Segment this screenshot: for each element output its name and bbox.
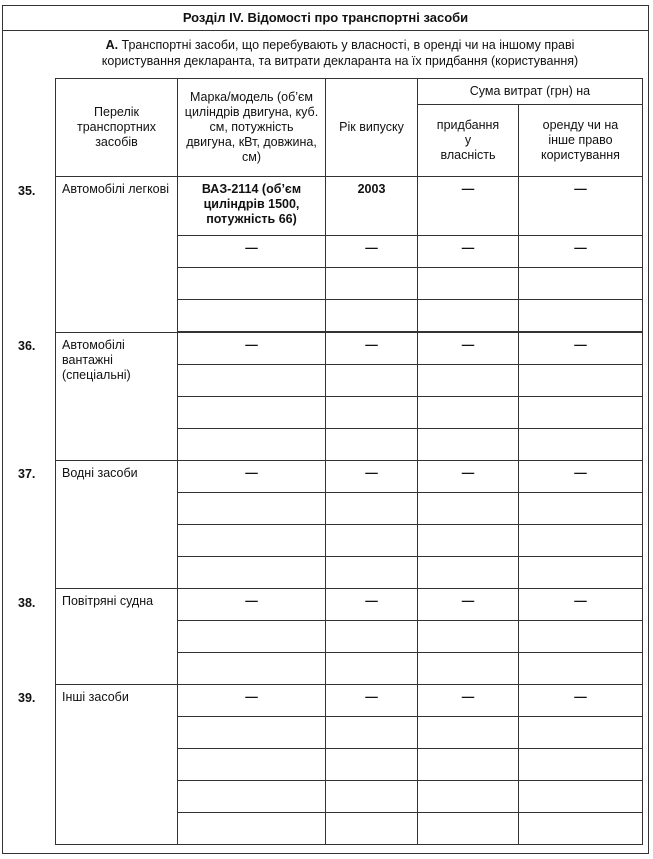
- empty-cell: [178, 653, 326, 685]
- empty-cell: [326, 781, 418, 813]
- header-rent: оренду чи на інше право користування: [519, 105, 643, 177]
- subtitle-letter: А.: [105, 38, 119, 52]
- row-number-35: 35.: [18, 184, 36, 198]
- empty-cell: [418, 813, 519, 845]
- empty-cell: [178, 557, 326, 589]
- year-cell: 2003: [326, 177, 418, 236]
- empty-cell: [326, 397, 418, 429]
- model-cell: —: [178, 333, 326, 365]
- empty-cell: [326, 717, 418, 749]
- header-purchase: придбання у власність: [418, 105, 519, 177]
- purchase-cell: —: [418, 461, 519, 493]
- empty-cell: [418, 749, 519, 781]
- empty-cell: [178, 813, 326, 845]
- empty-cell: [326, 621, 418, 653]
- purchase-cell: —: [418, 333, 519, 365]
- rent-cell: —: [519, 685, 643, 717]
- empty-cell: [519, 781, 643, 813]
- row-name-37: Водні засоби: [56, 461, 178, 589]
- empty-cell: [519, 557, 643, 589]
- empty-cell: [519, 365, 643, 397]
- empty-cell: [178, 749, 326, 781]
- empty-cell: [418, 397, 519, 429]
- header-year: Рік випуску: [326, 79, 418, 177]
- empty-cell: [519, 749, 643, 781]
- section-subtitle: [40, 37, 640, 69]
- table-row: [56, 589, 643, 621]
- empty-cell: [178, 365, 326, 397]
- model-cell: —: [178, 461, 326, 493]
- model-cell: ВАЗ-2114 (об’єм циліндрів 1500, потужність 66): [178, 177, 326, 236]
- empty-cell: [326, 365, 418, 397]
- empty-cell: [178, 429, 326, 461]
- empty-cell: [418, 365, 519, 397]
- rent-cell: —: [519, 461, 643, 493]
- rent-cell: —: [519, 589, 643, 621]
- table-row: [56, 461, 643, 493]
- empty-cell: [418, 717, 519, 749]
- row-name-35: Автомобілі легкові: [56, 177, 178, 333]
- empty-cell: [519, 268, 643, 300]
- empty-cell: [519, 397, 643, 429]
- empty-cell: [418, 300, 519, 332]
- subtitle-line-2: користування декларанта, та витрати декларанта на їх придбання (користування): [101, 54, 579, 68]
- empty-cell: [418, 557, 519, 589]
- empty-cell: [178, 781, 326, 813]
- empty-cell: [519, 717, 643, 749]
- model-cell: —: [178, 236, 326, 268]
- empty-cell: [178, 397, 326, 429]
- empty-cell: [326, 653, 418, 685]
- empty-cell: [418, 621, 519, 653]
- empty-cell: [418, 781, 519, 813]
- row-name-38: Повітряні судна: [56, 589, 178, 685]
- purchase-cell: —: [418, 589, 519, 621]
- empty-cell: [178, 717, 326, 749]
- year-cell: —: [326, 461, 418, 493]
- empty-cell: [326, 300, 418, 332]
- empty-cell: [178, 268, 326, 300]
- empty-cell: [519, 813, 643, 845]
- table-row: [56, 177, 643, 236]
- table-row: [56, 333, 643, 365]
- empty-cell: [178, 300, 326, 332]
- rent-cell: —: [519, 236, 643, 268]
- empty-cell: [519, 525, 643, 557]
- header-sum: Сума витрат (грн) на: [418, 79, 643, 105]
- year-cell: —: [326, 236, 418, 268]
- empty-cell: [418, 493, 519, 525]
- empty-cell: [326, 749, 418, 781]
- empty-cell: [519, 653, 643, 685]
- empty-cell: [519, 429, 643, 461]
- year-cell: —: [326, 589, 418, 621]
- empty-cell: [178, 525, 326, 557]
- purchase-cell: —: [418, 236, 519, 268]
- empty-cell: [326, 525, 418, 557]
- vehicles-table: [55, 78, 643, 845]
- purchase-cell: —: [418, 177, 519, 236]
- year-cell: —: [326, 685, 418, 717]
- purchase-cell: —: [418, 685, 519, 717]
- year-cell: —: [326, 333, 418, 365]
- section-title: Розділ IV. Відомості про транспортні засоби: [3, 6, 648, 31]
- model-cell: —: [178, 685, 326, 717]
- empty-cell: [326, 268, 418, 300]
- empty-cell: [519, 493, 643, 525]
- empty-cell: [418, 268, 519, 300]
- model-cell: —: [178, 589, 326, 621]
- empty-cell: [418, 429, 519, 461]
- empty-cell: [326, 557, 418, 589]
- empty-cell: [418, 653, 519, 685]
- row-number-37: 37.: [18, 467, 36, 481]
- empty-cell: [178, 493, 326, 525]
- table-row: [56, 685, 643, 717]
- row-number-39: 39.: [18, 691, 36, 705]
- row-name-39: Інші засоби: [56, 685, 178, 845]
- row-name-36: Автомобілі вантажні (спеціальні): [56, 333, 178, 461]
- subtitle-line-1: Транспортні засоби, що перебувають у власності, в оренді чи на іншому праві: [121, 38, 575, 52]
- row-number-36: 36.: [18, 339, 36, 353]
- empty-cell: [418, 525, 519, 557]
- empty-cell: [519, 621, 643, 653]
- empty-cell: [326, 813, 418, 845]
- row-number-38: 38.: [18, 596, 36, 610]
- empty-cell: [326, 493, 418, 525]
- empty-cell: [326, 429, 418, 461]
- header-list: Перелік транспортних засобів: [56, 79, 178, 177]
- empty-cell: [519, 300, 643, 332]
- empty-cell: [178, 621, 326, 653]
- rent-cell: —: [519, 177, 643, 236]
- rent-cell: —: [519, 333, 643, 365]
- header-model: Марка/модель (об’єм циліндрів двигуна, куб. см, потужність двигуна, кВт, довжина, см): [178, 79, 326, 177]
